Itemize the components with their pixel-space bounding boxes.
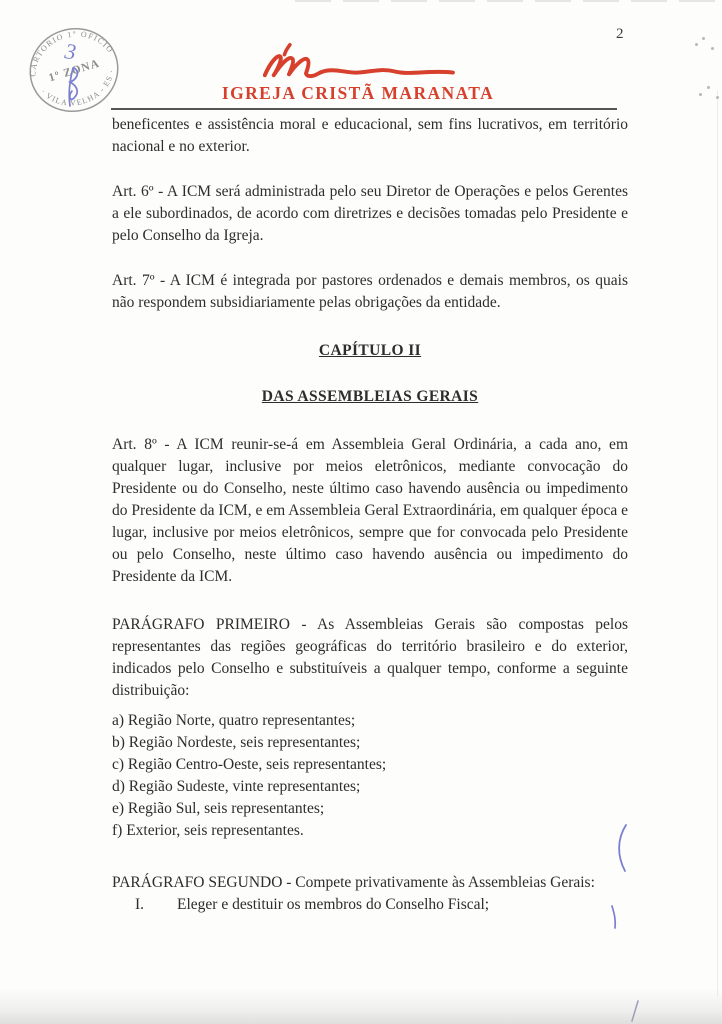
document-body	[112, 114, 628, 916]
list-item-text: Eleger e destituir os membros do Conselho Fiscal;	[177, 896, 490, 913]
pen-mark-path	[612, 906, 615, 928]
stamp-signature-squiggle	[69, 68, 77, 106]
paragraph-intro: beneficentes e assistência moral e educacional, sem fins lucrativos, em território nacional e no exterior.	[112, 116, 628, 155]
stamp-center-text: 1º ZONA	[47, 57, 102, 85]
stamp-bottom-text: · VILA VELHA - ES ·	[38, 68, 117, 108]
stamp-handwriting	[50, 34, 98, 112]
org-name: IGREJA CRISTÃ MARANATA	[221, 83, 495, 103]
region-item: a) Região Norte, quatro representantes;	[112, 712, 356, 729]
logo-im-script	[265, 56, 453, 76]
region-list	[112, 710, 628, 842]
page-number: 2	[616, 26, 624, 42]
scan-speckle	[716, 96, 719, 99]
paragraph-segundo: PARÁGRAFO SEGUNDO - Compete privativamente às Assembleias Gerais:	[112, 874, 595, 891]
paragraph-art-6: Art. 6º - A ICM será administrada pelo seu Diretor de Operações e pelos Gerentes a ele subordinados, de acordo com diretrizes e decisões tomadas pelo Presidente e pelo Conselho da Igreja.	[112, 183, 628, 244]
paragraph-art-8: Art. 8º - A ICM reunir-se-á em Assembleia Geral Ordinária, a cada ano, em qualquer lugar, inclusive por meios eletrônicos, mediante convocação do Presidente ou do Conselho, neste último caso havendo ausência ou impedimento do Presidente da ICM, e em Assembleia Geral Extraordinária, em qualquer época e lugar, inclusive por meios eletrônicos, sempre que for convocada pelo Presidente ou pelo Conselho, neste último caso havendo ausência ou impedimento do Presidente da ICM.	[112, 436, 628, 585]
pen-mark-slash	[628, 999, 642, 1023]
stamp-handwritten-number: 3	[63, 38, 78, 65]
icm-logo-icon	[263, 38, 469, 82]
scan-edge-top	[295, 0, 722, 2]
region-item: b) Região Nordeste, seis representantes;	[112, 734, 361, 751]
scan-speckle	[702, 37, 705, 40]
header	[112, 38, 628, 104]
region-item: f) Exterior, seis representantes.	[112, 822, 304, 839]
roman-numeral-label: I.	[135, 896, 145, 913]
scan-speckle	[699, 93, 702, 96]
pen-mark-path	[632, 1001, 638, 1021]
pen-mark-path	[619, 825, 626, 871]
paragraph-primeiro: PARÁGRAFO PRIMEIRO - As Assembleias Gerais são compostas pelos representantes das regiões geográficas do território brasileiro e do exterior, indicados pelo Conselho e substituíveis a qualquer tempo, conforme a seguinte distribuição:	[112, 616, 628, 699]
pen-mark-stroke	[609, 904, 621, 930]
header-rule	[111, 108, 617, 110]
pen-mark-parenthesis	[613, 823, 629, 873]
stamp-top-text: CARTORIO 1º OFICIO	[28, 29, 116, 77]
region-item: e) Região Sul, seis representantes;	[112, 800, 325, 817]
region-item: d) Região Sudeste, vinte representantes;	[112, 778, 361, 795]
scan-speckle	[711, 47, 714, 50]
logo-accent-stroke	[284, 45, 289, 55]
scan-shadow-bottom	[0, 988, 722, 1024]
scan-speckle	[695, 43, 698, 46]
scan-edge-right	[717, 90, 718, 996]
list-item-roman-i	[112, 894, 628, 916]
section-heading: DAS ASSEMBLEIAS GERAIS	[261, 388, 479, 405]
scan-speckle	[707, 86, 710, 89]
paragraph-art-7: Art. 7º - A ICM é integrada por pastores ordenados e demais membros, os quais não respondem subsidiariamente pelas obrigações da entidade.	[112, 272, 628, 311]
region-item: c) Região Centro-Oeste, seis representantes;	[112, 756, 387, 773]
chapter-heading: CAPÍTULO II	[318, 342, 422, 359]
